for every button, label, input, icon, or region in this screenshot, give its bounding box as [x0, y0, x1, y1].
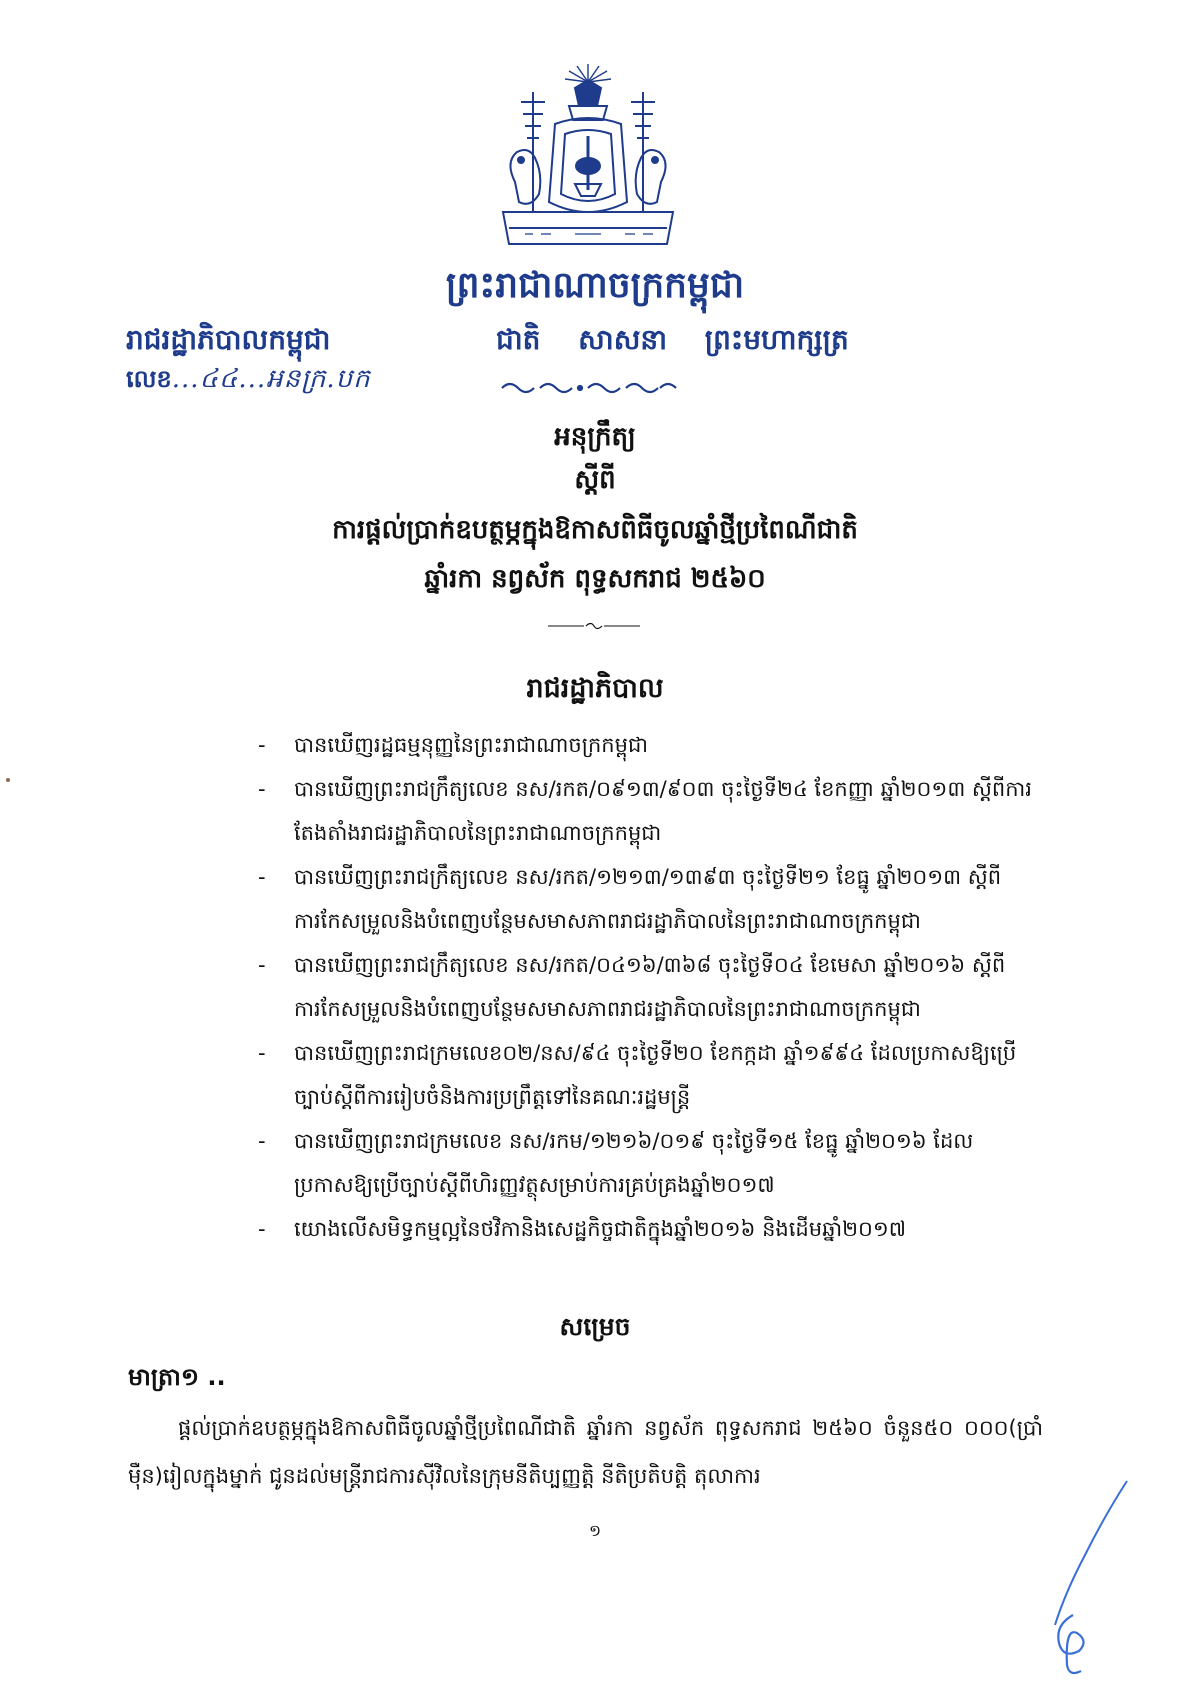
- preamble-heading: រាជរដ្ឋាភិបាល: [526, 673, 664, 704]
- list-item: [258, 767, 1048, 855]
- list-item-text: បានឃើញព្រះរាជក្រមលេខ នស/រកម/១២១៦/០១៩ ចុះថ្ងៃទី១៥ ខែធ្នូ ឆ្នាំ២០១៦ ដែលប្រកាសឱ្យប្រើច្បាប់ស្តីពីហិរញ្ញវត្ថុសម្រាប់ការគ្រប់គ្រងឆ្នាំ២០១៧: [294, 1129, 974, 1197]
- list-dash: -: [258, 733, 266, 757]
- national-motto: ជាតិ សាសនា ព្រះមហាក្សត្រ: [496, 323, 849, 356]
- kingdom-title: ព្រះរាជាណាចក្រកម្ពុជា: [445, 265, 745, 306]
- decision-heading: សម្រេច: [559, 1312, 631, 1341]
- list-dash: -: [258, 1217, 266, 1241]
- list-dash: -: [258, 777, 266, 801]
- list-item-text: បានឃើញព្រះរាជក្រឹត្យលេខ នស/រកត/១២១៣/១៣៩៣ ចុះថ្ងៃទី២១ ខែធ្នូ ឆ្នាំ២០១៣ ស្តីពីការកែសម្រួលនិងបំពេញបន្ថែមសមាសភាពរាជរដ្ឋាភិបាលនៃព្រះរាជាណាចក្រកម្ពុជា: [294, 865, 1002, 933]
- list-item: [258, 855, 1048, 943]
- list-item-text: បានឃើញព្រះរាជក្រមលេខ០២/នស/៩៤ ចុះថ្ងៃទី២០ ខែកក្កដា ឆ្នាំ១៩៩៤ ដែលប្រកាសឱ្យប្រើច្បាប់ស្តីពីការរៀបចំនិងការប្រព្រឹត្តទៅនៃគណៈរដ្ឋមន្ត្រី: [294, 1041, 1017, 1109]
- page-number: ១: [588, 1521, 602, 1540]
- list-dash: -: [258, 953, 266, 977]
- list-item: [258, 943, 1048, 1031]
- motto-ornament-icon: [498, 380, 682, 394]
- article-1-text: ផ្តល់ប្រាក់ឧបត្ថម្ភក្នុងឱកាសពិធីចូលឆ្នាំថ្មីប្រពៃណីជាតិ ឆ្នាំរកា នព្វស័ក ពុទ្ធសករាជ ២៥៦០ ចំនួន៥០ ០០០(ប្រាំម៉ឺន)រៀលក្នុងម្នាក់ ជូនដល់មន្ត្រីរាជការស៊ីវិលនៃក្រុមនីតិប្បញ្ញត្តិ នីតិប្រតិបត្តិ តុលាការ: [128, 1416, 1043, 1488]
- list-item: [258, 1031, 1048, 1119]
- list-dash: -: [258, 1041, 266, 1065]
- scan-speck: [6, 778, 10, 782]
- list-item-text: បានឃើញរដ្ឋធម្មនុញ្ញនៃព្រះរាជាណាចក្រកម្ពុជា: [294, 733, 648, 757]
- document-number-label: លេខ: [126, 365, 172, 393]
- decree-year: ឆ្នាំរកា នព្វស័ក ពុទ្ធសករាជ ២៥៦០: [424, 564, 766, 594]
- document-number-value: ...៤៤...អនក្រ.បក: [171, 364, 371, 394]
- article-1-label: មាត្រា១ ..: [128, 1363, 226, 1391]
- decree-about: ស្តីពី: [574, 465, 616, 495]
- title-divider-icon: [548, 622, 640, 630]
- decree-type: អនុក្រឹត្យ: [554, 422, 636, 452]
- handwritten-initial-signature: [1025, 1475, 1145, 1685]
- list-item: [258, 1119, 1048, 1207]
- list-item-text: បានឃើញព្រះរាជក្រឹត្យលេខ នស/រកត/០៤១៦/៣៦៨ ចុះថ្ងៃទី០៤ ខែមេសា ឆ្នាំ២០១៦ ស្តីពីការកែសម្រួលនិងបំពេញបន្ថែមសមាសភាពរាជរដ្ឋាភិបាលនៃព្រះរាជាណាចក្រកម្ពុជា: [294, 953, 1006, 1021]
- royal-coat-of-arms-emblem: [495, 62, 681, 252]
- list-dash: -: [258, 865, 266, 889]
- document-number: [126, 362, 371, 400]
- government-name: រាជរដ្ឋាភិបាលកម្ពុជា: [126, 323, 331, 356]
- list-item: [258, 1207, 1048, 1251]
- decree-subject: ការផ្តល់ប្រាក់ឧបត្ថម្ភក្នុងឱកាសពិធីចូលឆ្នាំថ្មីប្រពៃណីជាតិ: [332, 515, 858, 545]
- preamble-list: [258, 723, 1048, 1251]
- list-item-text: យោងលើសមិទ្ធកម្មល្អនៃថវិកានិងសេដ្ឋកិច្ចជាតិក្នុងឆ្នាំ២០១៦ និងដើមឆ្នាំ២០១៧: [294, 1217, 906, 1241]
- list-item: [258, 723, 1048, 767]
- list-item-text: បានឃើញព្រះរាជក្រឹត្យលេខ នស/រកត/០៩១៣/៩០៣ ចុះថ្ងៃទី២៤ ខែកញ្ញា ឆ្នាំ២០១៣ ស្តីពីការតែងតាំងរាជរដ្ឋាភិបាលនៃព្រះរាជាណាចក្រកម្ពុជា: [294, 777, 1032, 845]
- list-dash: -: [258, 1129, 266, 1153]
